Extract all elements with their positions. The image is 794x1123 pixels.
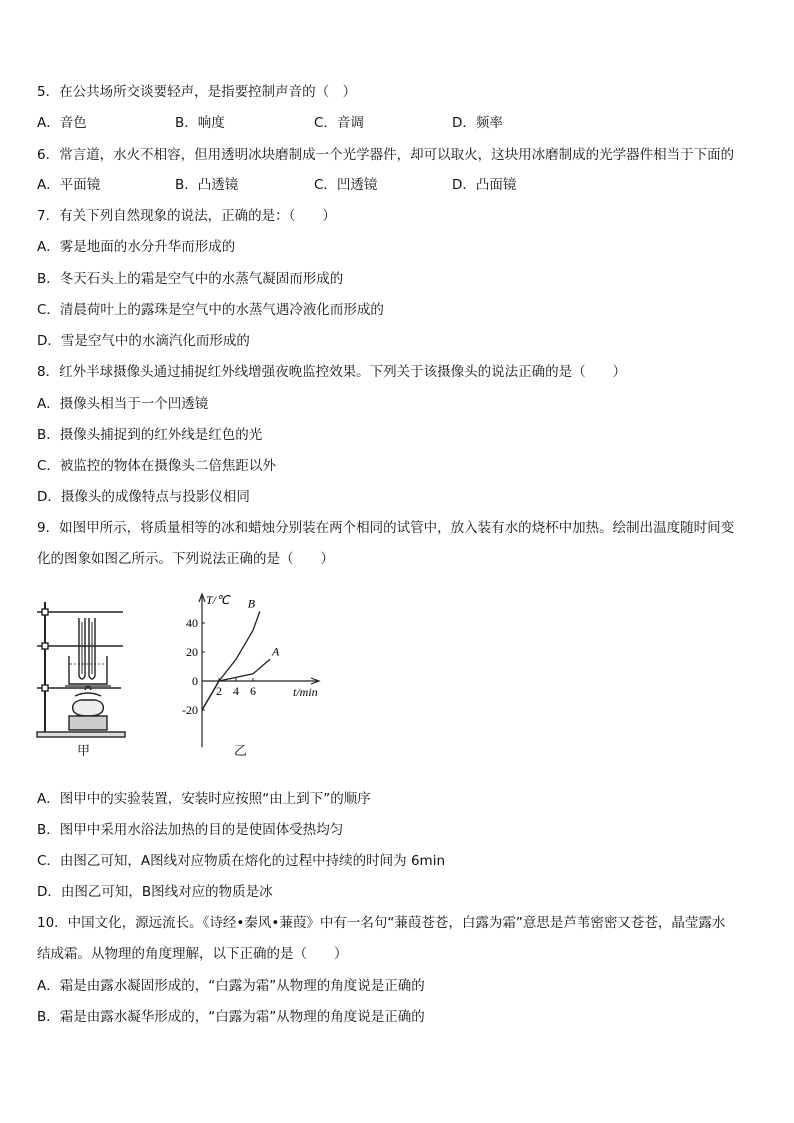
y-tick-label: 20 <box>186 645 198 659</box>
q7-option-a: A．雾是地面的水分升华而形成的 <box>37 239 236 255</box>
y-axis-label: T/℃ <box>206 593 230 607</box>
x-tick-label: 6 <box>250 684 256 698</box>
series-label-a: A <box>272 644 280 659</box>
q6-option-b: B．凸透镜 <box>175 177 239 193</box>
q5-option-c: C．音调 <box>314 115 364 131</box>
x-tick-label: 2 <box>216 684 222 698</box>
x-axis-label: t/min <box>293 685 318 699</box>
y-tick-label: -20 <box>182 703 198 717</box>
q8-option-b: B．摄像头捕捉到的红外线是红色的光 <box>37 427 263 443</box>
x-tick-label: 4 <box>233 684 239 698</box>
q5-option-d: D．频率 <box>452 115 503 131</box>
q5-stem: 5．在公共场所交谈要轻声，是指要控制声音的（ ） <box>37 84 357 100</box>
q9-option-a: A．图甲中的实验装置，安装时应按照“由上到下”的顺序 <box>37 791 371 807</box>
q6-option-d: D．凸面镜 <box>452 177 517 193</box>
figure-jia-caption: 甲 <box>77 744 91 759</box>
q9-stem-line2: 化的图象如图乙所示。下列说法正确的是（ ） <box>37 551 334 567</box>
q7-stem: 7．有关下列自然现象的说法，正确的是：（ ） <box>37 208 336 224</box>
q8-option-a: A．摄像头相当于一个凹透镜 <box>37 396 209 412</box>
apparatus-figure <box>35 598 130 740</box>
q6-stem: 6．常言道，水火不相容，但用透明冰块磨制成一个光学器件，却可以取火，这块用冰磨制成的光学器件相当于下面的 <box>37 147 735 163</box>
q5-option-b: B．响度 <box>175 115 225 131</box>
q6-option-c: C．凹透镜 <box>314 177 378 193</box>
series-label-b: B <box>247 596 256 611</box>
q7-option-b: B．冬天石头上的霜是空气中的水蒸气凝固而形成的 <box>37 271 344 287</box>
y-tick-label: 40 <box>186 616 198 630</box>
y-tick-label: 0 <box>192 674 198 688</box>
q7-option-c: C．清晨荷叶上的露珠是空气中的水蒸气遇冷液化而形成的 <box>37 302 384 318</box>
q10-stem-line1: 10．中国文化，源远流长。《诗经•秦风•蒹葭》中有一名句“蒹葭苍苍，白露为霜”意思是芦苇密密又苍苍，晶莹露水 <box>37 915 726 931</box>
q7-option-d: D．雪是空气中的水滴汽化而形成的 <box>37 333 250 349</box>
figure-yi-caption: 乙 <box>234 744 248 759</box>
q9-option-c: C．由图乙可知，A图线对应物质在熔化的过程中持续的时间为 6min <box>37 853 445 869</box>
q10-option-b: B．霜是由露水凝华形成的，“白露为霜”从物理的角度说是正确的 <box>37 1009 425 1025</box>
q9-stem-line1: 9．如图甲所示，将质量相等的冰和蜡烛分别装在两个相同的试管中，放入装有水的烧杯中加热。绘制出温度随时间变 <box>37 520 735 536</box>
q10-option-a: A．霜是由露水凝固形成的，“白露为霜”从物理的角度说是正确的 <box>37 978 425 994</box>
temperature-time-chart <box>165 590 330 750</box>
q8-option-d: D．摄像头的成像特点与投影仪相同 <box>37 489 250 505</box>
q8-stem: 8．红外半球摄像头通过捕捉红外线增强夜晚监控效果。下列关于该摄像头的说法正确的是（ ） <box>37 364 627 380</box>
q9-option-b: B．图甲中采用水浴法加热的目的是使固体受热均匀 <box>37 822 344 838</box>
q8-option-c: C．被监控的物体在摄像头二倍焦距以外 <box>37 458 276 474</box>
q5-option-a: A．音色 <box>37 115 87 131</box>
q6-option-a: A．平面镜 <box>37 177 101 193</box>
q10-stem-line2: 结成霜。从物理的角度理解，以下正确的是（ ） <box>37 946 348 962</box>
q9-option-d: D．由图乙可知，B图线对应的物质是冰 <box>37 884 273 900</box>
